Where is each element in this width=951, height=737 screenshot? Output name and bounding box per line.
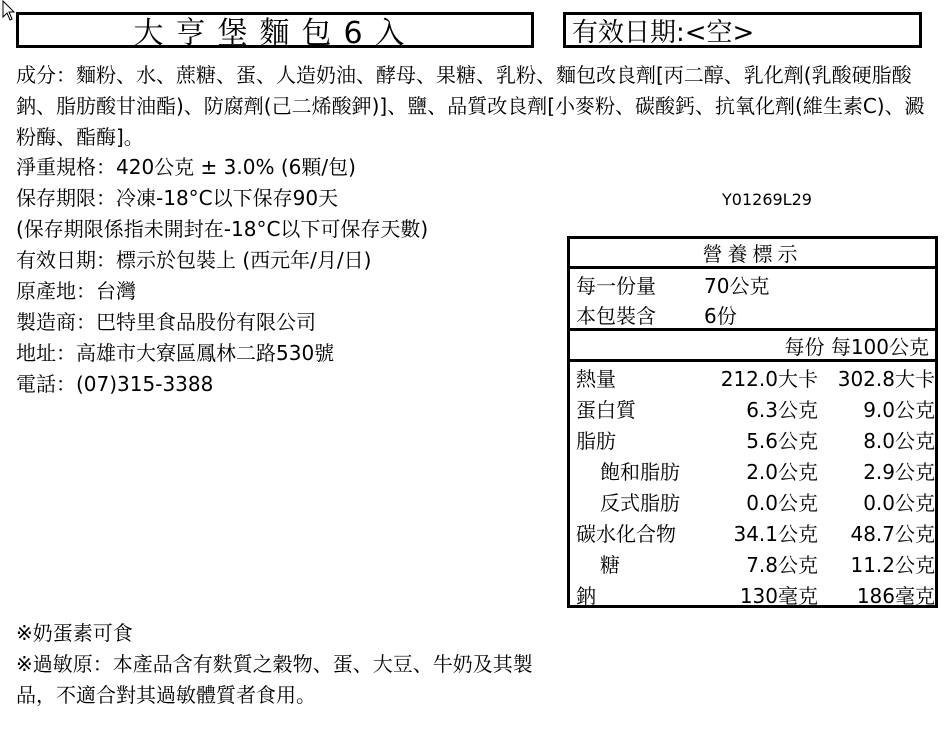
per-serving-value: 2.0公克 — [746, 460, 818, 484]
nutrition-row — [570, 486, 935, 517]
nutrition-row — [570, 424, 935, 455]
nutrition-row — [570, 362, 935, 393]
serving-size-label: 每一份量 — [576, 274, 656, 298]
manufacturer: 製造商：巴特里食品股份有限公司 — [16, 310, 316, 334]
net-weight: 淨重規格：420公克 ± 3.0% (6顆/包) — [16, 155, 356, 179]
per-100g-value: 48.7公克 — [850, 522, 935, 546]
phone: 電話：(07)315-3388 — [16, 372, 214, 396]
nutrition-row — [570, 393, 935, 424]
nutrition-heading: 營養標示 — [570, 239, 935, 269]
per-serving-value: 130毫克 — [739, 584, 818, 608]
nutrient-name: 熱量 — [576, 367, 616, 391]
origin: 原產地：台灣 — [16, 279, 136, 303]
nutrition-column-header: 每份 每100公克 — [570, 331, 935, 362]
servings-label: 本包裝含 — [576, 303, 656, 328]
notes — [16, 618, 556, 711]
nutrient-name: 反式脂肪 — [600, 491, 680, 515]
nutrient-name: 碳水化合物 — [576, 522, 676, 546]
serving-size-value: 70公克 — [704, 274, 770, 298]
nutrient-name: 糖 — [600, 553, 620, 577]
per-serving-value: 34.1公克 — [733, 522, 818, 546]
address: 地址：高雄市大寮區鳳林二路530號 — [16, 341, 335, 365]
nutrition-row — [570, 517, 935, 548]
per-100g-value: 2.9公克 — [863, 460, 935, 484]
per-100g-value: 302.8大卡 — [837, 367, 935, 391]
nutrition-row — [570, 579, 935, 610]
nutrition-row — [570, 455, 935, 486]
per-serving-value: 6.3公克 — [746, 398, 818, 422]
per-100g-value: 186毫克 — [856, 584, 935, 608]
product-title: 大亨堡麵包6入 — [16, 12, 534, 48]
expiry-location: 有效日期：標示於包裝上 (西元年/月/日) — [16, 248, 372, 272]
nutrition-row — [570, 548, 935, 579]
nutrient-name: 脂肪 — [576, 429, 616, 453]
ingredients-text: 成分：麵粉、水、蔗糖、蛋、人造奶油、酵母、果糖、乳粉、麵包改良劑[丙二醇、乳化劑(乳酸硬脂酸鈉、脂肪酸甘油酯)、防腐劑(己二烯酸鉀)]、鹽、品質改良劑[小麥粉、碳酸鈣、抗氧化劑(維生素C)、澱粉酶、酯酶]。 — [16, 63, 925, 149]
nutrition-table — [567, 236, 938, 608]
product-code: Y01269L29 — [722, 190, 812, 209]
per-serving-value: 0.0公克 — [746, 491, 818, 515]
per-serving-value: 212.0大卡 — [720, 367, 818, 391]
expiry-date-box: 有效日期:<空> — [563, 12, 922, 48]
nutrient-name: 飽和脂肪 — [600, 460, 680, 484]
nutrition-rows — [570, 362, 935, 610]
serving-size-row — [570, 269, 935, 300]
per-100g-value: 0.0公克 — [863, 491, 935, 515]
allergen-note: ※過敏原：本產品含有麩質之穀物、蛋、大豆、牛奶及其製品，不適合對其過敏體質者食用。 — [16, 652, 533, 707]
per-serving-value: 7.8公克 — [746, 553, 818, 577]
per-100g-value: 11.2公克 — [850, 553, 935, 577]
nutrient-name: 鈉 — [576, 584, 596, 608]
per-100g-value: 8.0公克 — [863, 429, 935, 453]
shelf-life: 保存期限：冷凍-18°C以下保存90天 — [16, 186, 339, 210]
nutrient-name: 蛋白質 — [576, 398, 636, 422]
servings-value: 6份 — [704, 303, 737, 328]
shelf-life-note: (保存期限係指未開封在-18°C以下可保存天數) — [16, 217, 429, 241]
per-serving-value: 5.6公克 — [746, 429, 818, 453]
per-100g-value: 9.0公克 — [863, 398, 935, 422]
servings-row — [570, 300, 935, 331]
vegetarian-note: ※奶蛋素可食 — [16, 621, 133, 645]
